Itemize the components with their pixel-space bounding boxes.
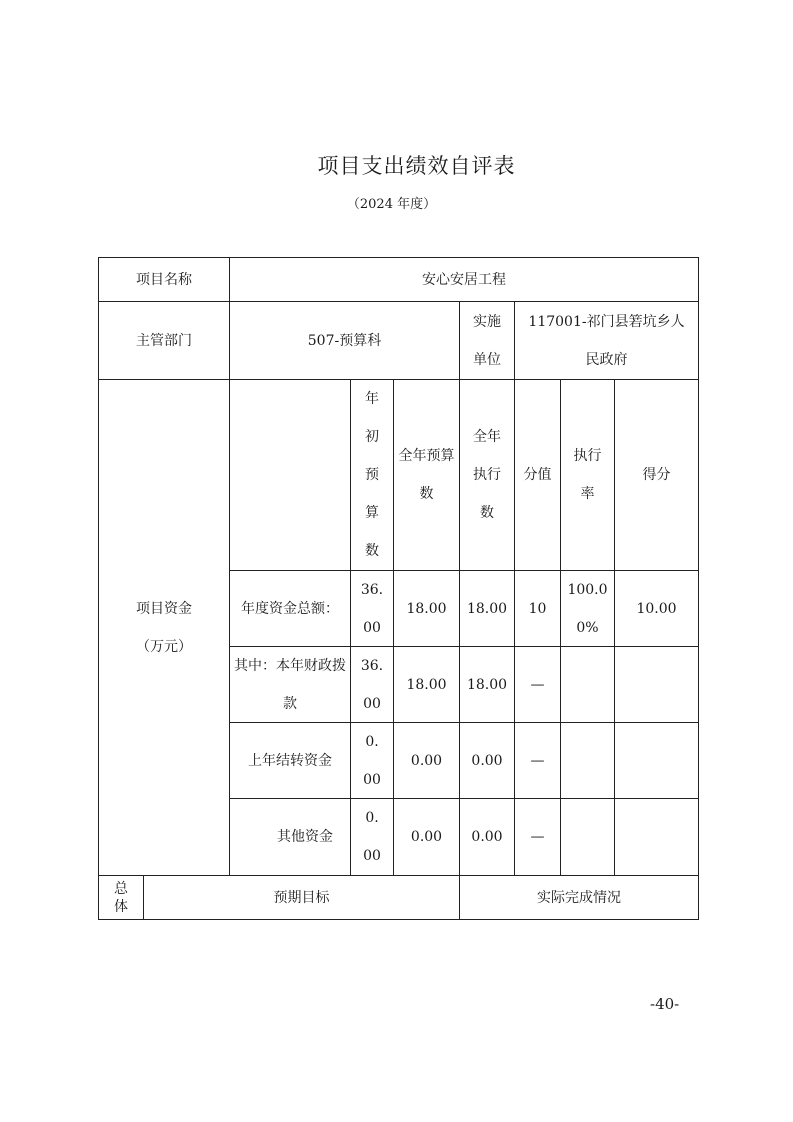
actual-result-header: 实际完成情况: [537, 889, 621, 906]
expected-goal-header: 预期目标: [273, 889, 330, 906]
row-other-score-cell: [614, 798, 699, 876]
row-carryover-score-cell: [614, 722, 699, 799]
annual-execution-value: 0.00: [471, 829, 503, 845]
annual-execution-header: 全年执行数: [473, 429, 501, 521]
unit-value: 117001-祁门县箬坑乡人民政府: [528, 313, 685, 368]
row-total-execution-cell: [459, 570, 515, 647]
dept-label-cell: [98, 301, 230, 380]
score-weight-header: 分值: [523, 467, 552, 483]
annual-execution-value: 18.00: [466, 600, 508, 617]
annual-budget-value: 0.00: [410, 829, 443, 845]
overall-label-cell: [98, 875, 144, 920]
row-carryover-annual-budget-cell: [393, 722, 460, 799]
initial-budget-value: 36.00: [360, 657, 384, 712]
row-total-annual-budget-cell: [393, 570, 460, 647]
annual-execution-value: 0.00: [471, 752, 503, 769]
annual-budget-value: 0.00: [410, 752, 443, 769]
unit-value-cell: [514, 301, 699, 380]
row-total-weight-cell: [514, 570, 561, 647]
initial-budget-value: 0.00: [363, 810, 381, 864]
row-label: 其他资金: [277, 829, 333, 845]
initial-budget-header-cell: [350, 379, 394, 571]
annual-budget-header: 全年预算数: [398, 448, 455, 502]
annual-budget-value: 18.00: [406, 600, 447, 617]
overall-label: 总体: [114, 880, 128, 915]
row-fiscal-execution-cell: [459, 646, 515, 723]
row-carryover-rate-cell: [560, 722, 615, 799]
row-fiscal-weight-cell: [514, 646, 561, 723]
year-subtitle: （2024 年度）: [346, 197, 437, 212]
row-other-weight-cell: [514, 798, 561, 876]
annual-execution-header-cell: [459, 379, 515, 571]
annual-budget-header-cell: [393, 379, 460, 571]
actual-result-header-cell: [459, 875, 699, 920]
execution-rate-value: 100.00%: [567, 581, 608, 636]
page-number: -40-: [650, 995, 680, 1013]
dept-label: 主管部门: [136, 332, 192, 349]
initial-budget-value: 0.00: [363, 733, 381, 788]
row-label: 其中：本年财政拨款: [234, 657, 346, 712]
initial-budget-header: 年初预算数: [365, 391, 379, 559]
project-name-label-cell: [98, 257, 230, 302]
project-name-value-cell: [229, 257, 699, 302]
score-weight-header-cell: [514, 379, 561, 571]
annual-budget-value: 18.00: [406, 676, 447, 693]
funds-header-blank: [229, 379, 351, 571]
row-fiscal-rate-cell: [560, 646, 615, 723]
row-total-label-cell: [229, 570, 351, 647]
score-header: 得分: [642, 467, 671, 483]
row-total-score-cell: [614, 570, 699, 647]
row-label: 年度资金总额：: [241, 600, 339, 617]
expected-goal-header-cell: [143, 875, 460, 920]
project-name-value: 安心安居工程: [422, 271, 506, 288]
score-weight-value: —: [530, 752, 545, 769]
row-other-annual-budget-cell: [393, 798, 460, 876]
execution-rate-header: 执行率: [573, 448, 602, 502]
unit-label-cell: [459, 301, 515, 380]
row-other-label-cell: [229, 798, 351, 876]
score-weight-value: —: [530, 676, 545, 693]
funds-label: 项目资金（万元）: [136, 600, 192, 655]
row-carryover-weight-cell: [514, 722, 561, 799]
row-total-rate-cell: [560, 570, 615, 647]
row-carryover-initial-cell: [350, 722, 394, 799]
project-name-label: 项目名称: [136, 271, 192, 288]
score-value: 10.00: [636, 600, 677, 617]
row-fiscal-score-cell: [614, 646, 699, 723]
row-other-rate-cell: [560, 798, 615, 876]
score-weight-value: —: [530, 829, 545, 845]
row-fiscal-annual-budget-cell: [393, 646, 460, 723]
funds-label-cell: [98, 379, 230, 876]
initial-budget-value: 36.00: [360, 581, 384, 636]
row-other-initial-cell: [350, 798, 394, 876]
row-fiscal-label-cell: [229, 646, 351, 723]
score-weight-value: 10: [528, 600, 547, 617]
annual-execution-value: 18.00: [466, 676, 508, 693]
row-fiscal-initial-cell: [350, 646, 394, 723]
execution-rate-header-cell: [560, 379, 615, 571]
row-other-execution-cell: [459, 798, 515, 876]
row-carryover-label-cell: [229, 722, 351, 799]
row-label: 上年结转资金: [248, 752, 332, 769]
unit-label: 实施单位: [473, 313, 501, 368]
row-carryover-execution-cell: [459, 722, 515, 799]
score-header-cell: [614, 379, 699, 571]
row-total-initial-cell: [350, 570, 394, 647]
dept-value-cell: [229, 301, 460, 380]
page-title: 项目支出绩效自评表: [317, 154, 516, 178]
dept-value: 507-预算科: [307, 332, 382, 349]
